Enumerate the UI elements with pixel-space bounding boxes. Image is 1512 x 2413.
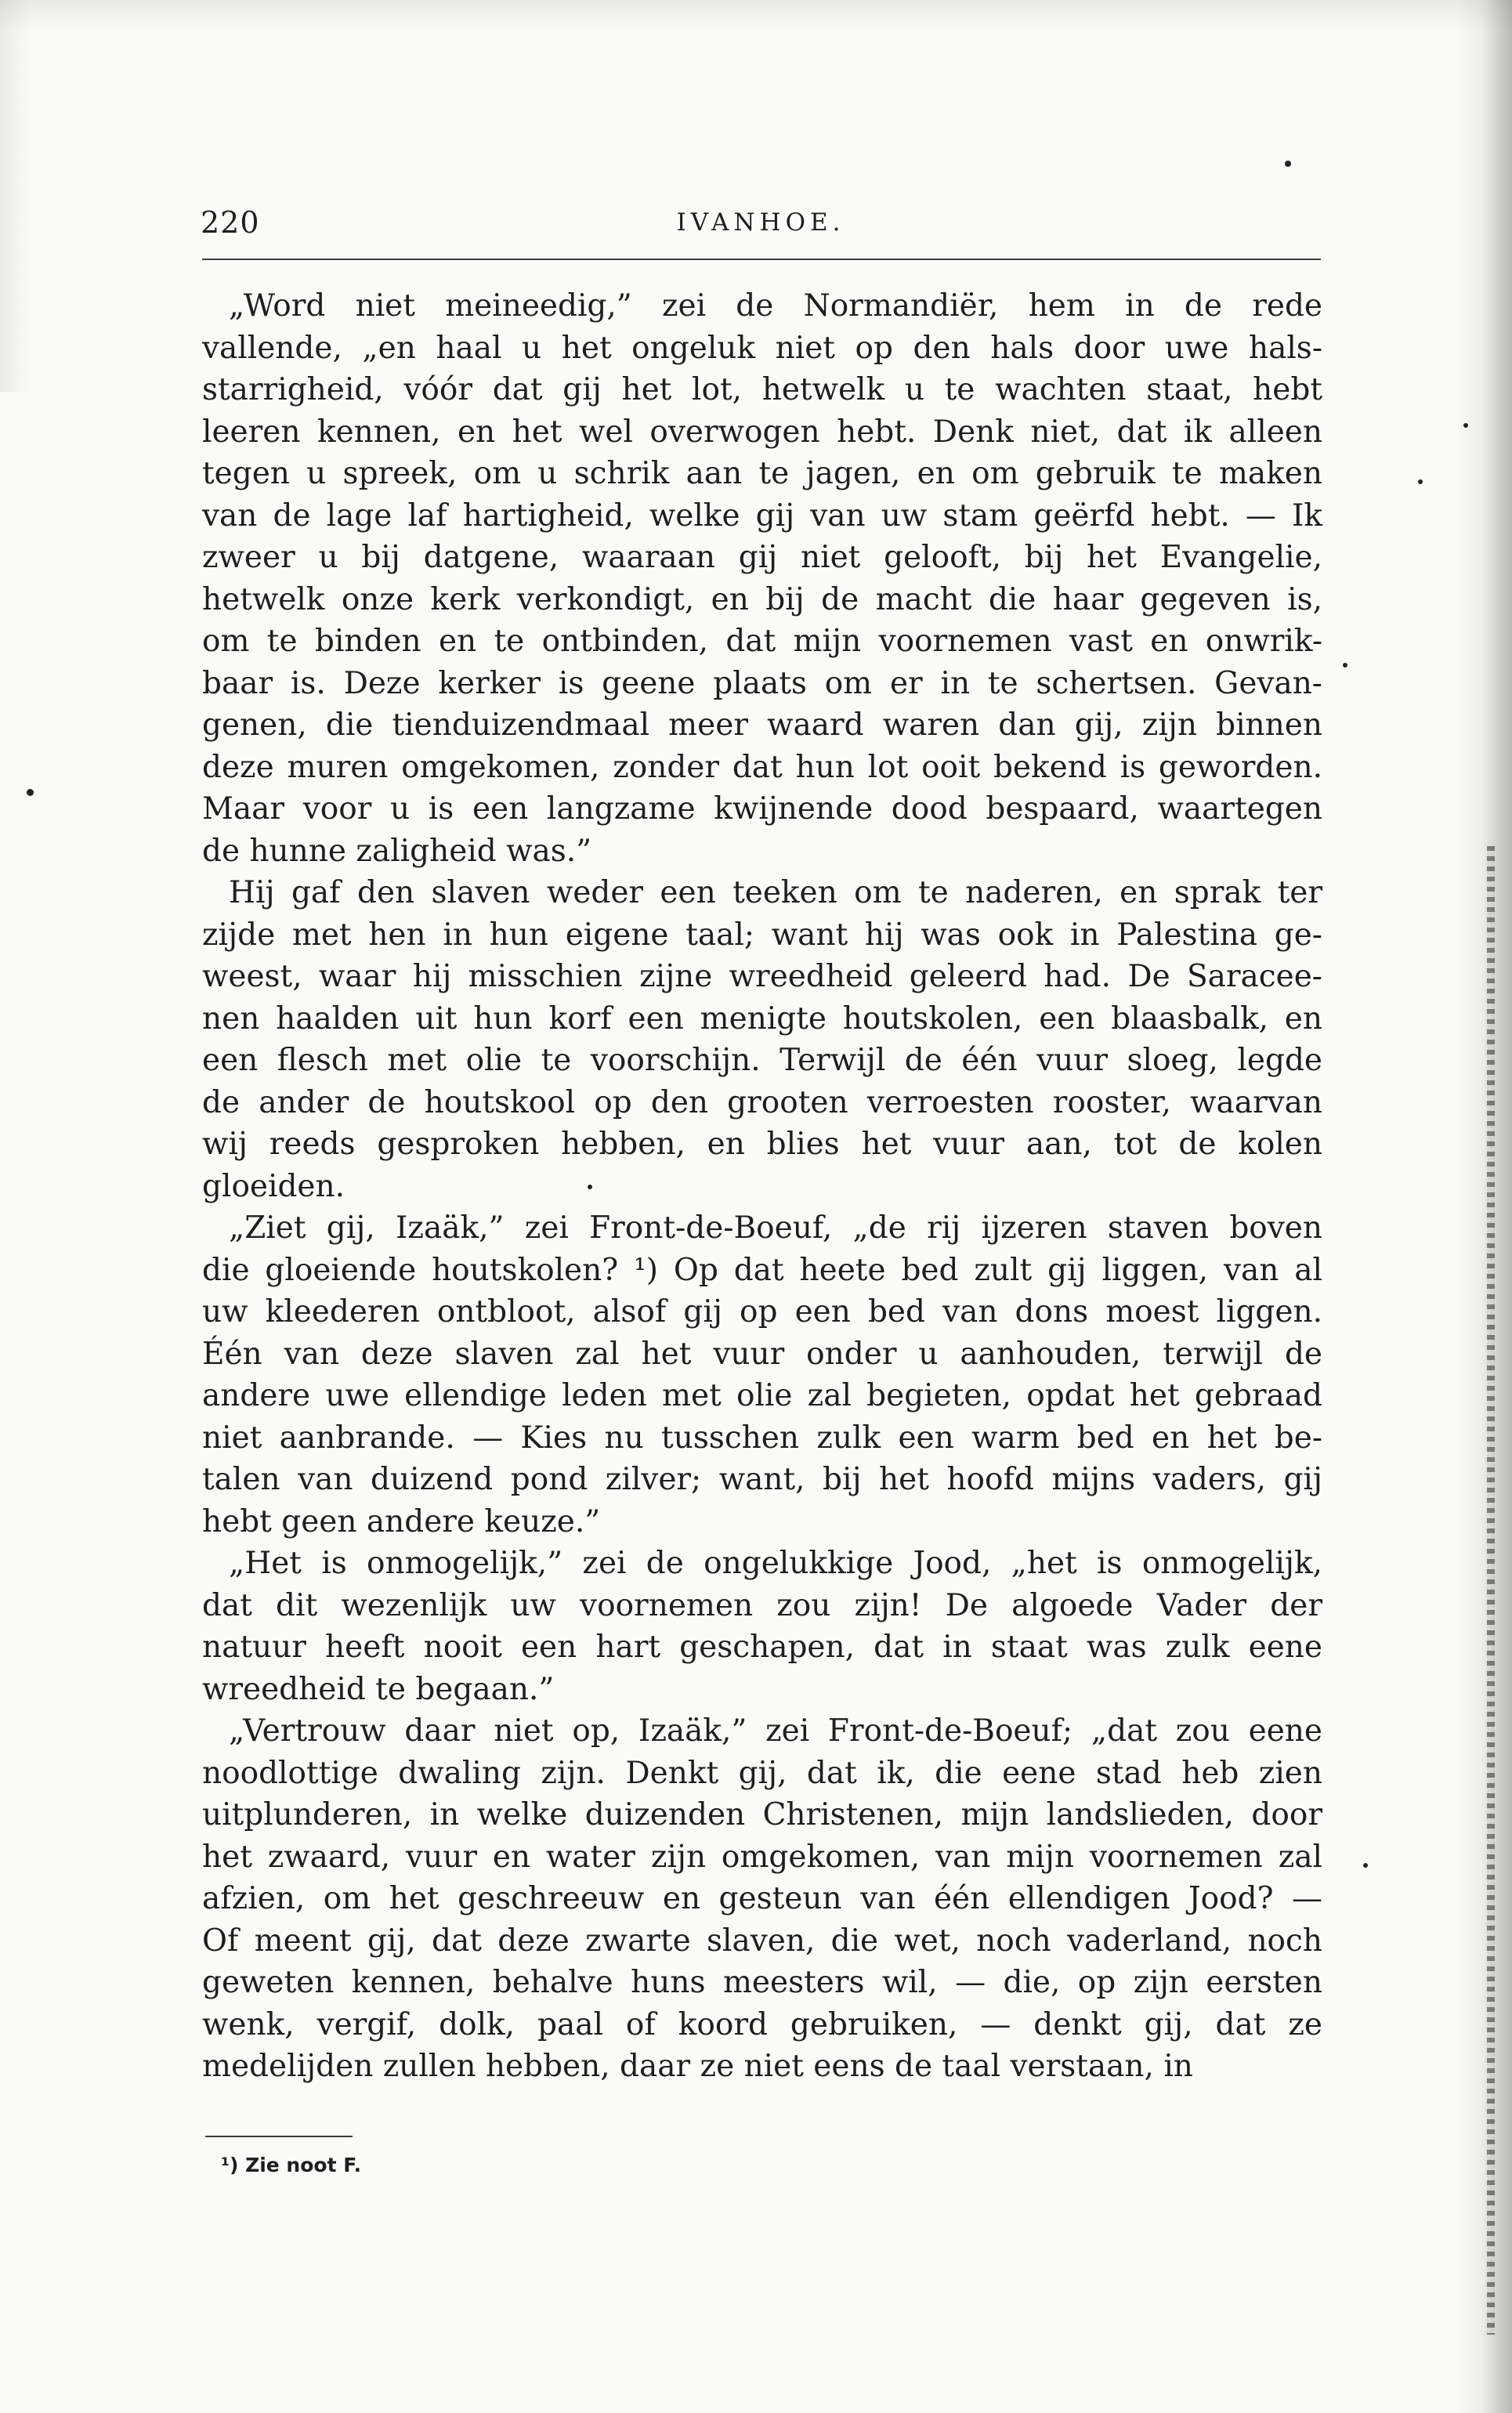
- scan-speck: [1463, 423, 1468, 428]
- text-line: wij reeds gesproken hebben, en blies het vuur aan, tot de kolen: [202, 1127, 1322, 1162]
- footnote-rule: [205, 2136, 353, 2137]
- scan-speck: [1363, 1863, 1368, 1868]
- text-line: zweer u bij datgene, waaraan gij niet gelooft, bij het Evangelie,: [202, 540, 1322, 575]
- scan-shadow-left: [0, 0, 31, 392]
- text-line: „Word niet meineedig,” zei de Normandiër, hem in de rede: [229, 288, 1322, 324]
- text-line: genen, die tienduizendmaal meer waard waren dan gij, zijn binnen: [202, 707, 1322, 743]
- text-line: die gloeiende houtskolen? ¹) Op dat heete bed zult gij liggen, van al: [202, 1252, 1322, 1288]
- scan-speck: [1343, 663, 1347, 667]
- text-line: Hij gaf den slaven weder een teeken om te naderen, en sprak ter: [229, 875, 1322, 910]
- body-text: [202, 285, 1322, 2088]
- text-line: uw kleederen ontbloot, alsof gij op een bed van dons moest liggen.: [202, 1294, 1322, 1330]
- text-line: tegen u spreek, om u schrik aan te jagen, en om gebruik te maken: [202, 456, 1322, 491]
- text-line: Of meent gij, dat deze zwarte slaven, die wet, noch vaderland, noch: [202, 1923, 1322, 1959]
- footnote: ¹) Zie noot F.: [221, 2154, 362, 2176]
- text-line: geweten kennen, behalve huns meesters wil, — die, op zijn eersten: [202, 1965, 1322, 2000]
- page-number: 220: [201, 205, 260, 240]
- paragraph: [202, 1543, 1322, 1710]
- text-line: wreedheid te begaan.”: [202, 1671, 555, 1707]
- text-line: afzien, om het geschreeuw en gesteun van één ellendigen Jood? —: [202, 1881, 1322, 1916]
- text-line: de ander de houtskool op den grooten verroesten rooster, waarvan: [202, 1084, 1322, 1120]
- text-line: andere uwe ellendige leden met olie zal begieten, opdat het gebraad: [202, 1378, 1322, 1413]
- text-line: wenk, vergif, dolk, paal of koord gebruiken, — denkt gij, dat ze: [202, 2006, 1322, 2042]
- text-line: een flesch met olie te voorschijn. Terwijl de één vuur sloeg, legde: [202, 1043, 1322, 1078]
- text-line: gloeiden.: [202, 1168, 345, 1204]
- text-line: om te binden en te ontbinden, dat mijn voornemen vast en onwrik-: [202, 624, 1322, 659]
- text-line: hebt geen andere keuze.”: [202, 1503, 601, 1539]
- paragraph: [202, 285, 1322, 872]
- text-line: vallende, „en haal u het ongeluk niet op den hals door uwe hals-: [202, 330, 1322, 366]
- paragraph: [202, 872, 1322, 1207]
- text-line: dat dit wezenlijk uw voornemen zou zijn! De algoede Vader der: [202, 1587, 1322, 1623]
- text-line: het zwaard, vuur en water zijn omgekomen, van mijn voornemen zal: [202, 1839, 1322, 1875]
- scan-speck: [27, 789, 34, 796]
- text-line: „Vertrouw daar niet op, Izaäk,” zei Front-de-Boeuf; „dat zou eene: [229, 1713, 1322, 1749]
- text-line: Maar voor u is een langzame kwijnende dood bespaard, waartegen: [202, 791, 1322, 827]
- text-line: weest, waar hij misschien zijne wreedheid geleerd had. De Saracee-: [202, 959, 1322, 994]
- scan-speck: [1418, 479, 1423, 484]
- scan-speck: [1285, 161, 1291, 167]
- text-line: „Ziet gij, Izaäk,” zei Front-de-Boeuf, „de rij ijzeren staven boven: [229, 1210, 1322, 1246]
- text-line: medelijden zullen hebben, daar ze niet eens de taal verstaan, in: [202, 2049, 1193, 2084]
- text-line: van de lage laf hartigheid, welke gij van uw stam geërfd hebt. — Ik: [202, 497, 1322, 534]
- text-line: „Het is onmogelijk,” zei de ongelukkige Jood, „het is onmogelijk,: [229, 1546, 1322, 1581]
- text-line: natuur heeft nooit een hart geschapen, dat in staat was zulk eene: [202, 1630, 1322, 1665]
- paragraph: [202, 1710, 1322, 2088]
- running-title: IVANHOE.: [676, 208, 845, 237]
- text-line: Één van deze slaven zal het vuur onder u aanhouden, terwijl de: [202, 1336, 1322, 1372]
- page-header: [201, 202, 1321, 243]
- text-line: starrigheid, vóór dat gij het lot, hetwelk u te wachten staat, hebt: [202, 372, 1322, 407]
- text-line: niet aanbrande. — Kies nu tusschen zulk een warm bed en het be-: [202, 1420, 1322, 1456]
- text-line: baar is. Deze kerker is geene plaats om er in te schertsen. Gevan-: [202, 665, 1322, 701]
- text-line: hetwelk onze kerk verkondigt, en bij de macht die haar gegeven is,: [202, 581, 1322, 617]
- text-line: de hunne zaligheid was.”: [202, 833, 592, 869]
- paragraph: [202, 1207, 1322, 1543]
- text-line: leeren kennen, en het wel overwogen hebt. Denk niet, dat ik alleen: [202, 414, 1322, 450]
- scan-shadow-top: [0, 0, 1512, 31]
- text-line: noodlottige dwaling zijn. Denkt gij, dat ik, die eene stad heb zien: [202, 1755, 1322, 1791]
- scan-shadow-right: [1457, 0, 1512, 2413]
- text-line: deze muren omgekomen, zonder dat hun lot ooit bekend is geworden.: [202, 749, 1322, 785]
- text-line: zijde met hen in hun eigene taal; want hij was ook in Palestina ge-: [202, 917, 1322, 953]
- text-line: uitplunderen, in welke duizenden Christenen, mijn landslieden, door: [202, 1797, 1322, 1832]
- page-binding-edge: [1487, 846, 1495, 2335]
- text-line: talen van duizend pond zilver; want, bij het hoofd mijns vaders, gij: [202, 1462, 1322, 1497]
- header-rule: [202, 259, 1321, 260]
- text-line: nen haalden uit hun korf een menigte houtskolen, een blaasbalk, en: [202, 1000, 1322, 1036]
